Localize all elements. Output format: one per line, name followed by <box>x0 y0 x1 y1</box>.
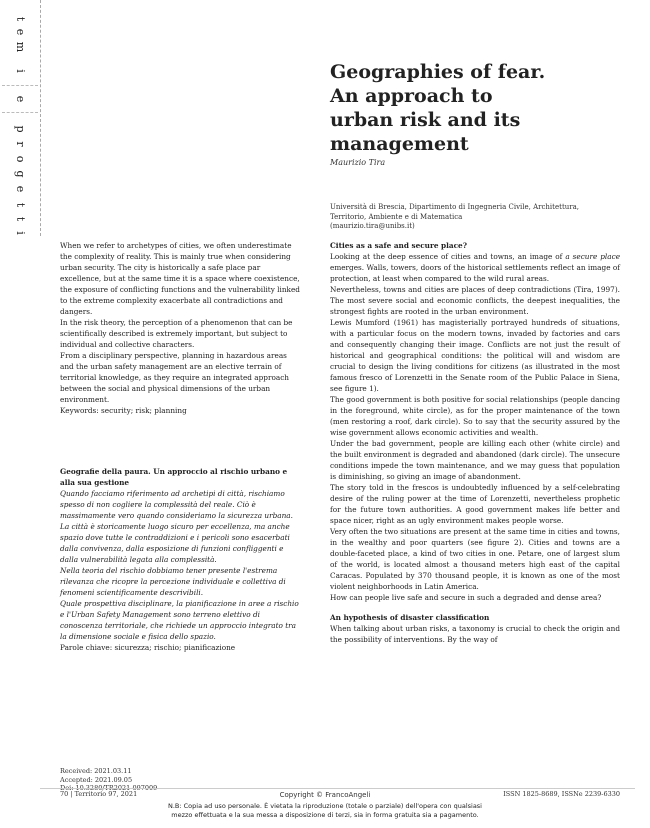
doi: Doi: 10.3280/TR2021-097009 <box>60 784 158 792</box>
abstract-keywords: Keywords: security; risk; planning <box>60 406 187 415</box>
sidebar-letter: e <box>14 28 27 36</box>
copyright: Copyright © FrancoAngeli <box>279 791 371 799</box>
sidebar-letter: r <box>14 141 27 147</box>
sidebar-letter: t <box>14 202 27 208</box>
abstract-italian-heading: Geografie della paura. Un approccio al rischio urbano e alla sua gestione <box>60 467 288 487</box>
body-paragraph: Nevertheless, towns and cities are places of deep contradictions (Tira, 1997). The most severe social and economic conflicts, the deepest inequalities, the strongest fights are rooted in the urban environment. <box>330 285 620 316</box>
section-heading: Cities as a safe and secure place? <box>330 241 467 250</box>
sidebar-divider <box>2 85 38 86</box>
section-heading: An hypothesis of disaster classification <box>330 613 490 622</box>
body-emphasis: a secure place <box>565 252 621 261</box>
author-affiliation: Università di Brescia, Dipartimento di Ingegneria Civile, Architettura, Territorio, Ambiente e di Matematica (maurizio.tira@unibs.it) <box>330 203 580 230</box>
abstract-italian <box>60 466 300 653</box>
sidebar-divider <box>2 112 38 113</box>
sidebar-letter: i <box>14 69 27 73</box>
usage-notice <box>0 802 650 820</box>
usage-notice-line: mezzo effettuata e la sua messa a disposizione di terzi, sia in forma gratuita sia a pagamento. <box>171 811 479 819</box>
usage-notice-line: N.B: Copia ad uso personale. È vietata la riproduzione (totale o parziale) dell'opera con qualsiasi <box>168 802 482 810</box>
issn: ISSN 1825-8689, ISSNe 2239-6330 <box>503 790 620 798</box>
received-date: Received: 2021.03.11 <box>60 767 132 775</box>
abstract-english <box>60 240 300 416</box>
abstract-paragraph: In the risk theory, the perception of a phenomenon that can be scientifically described is extremely important, but subject to individual and collective characters. <box>60 318 293 349</box>
sidebar-letter: e <box>14 185 27 193</box>
body-text: Looking at the deep essence of cities and towns, an image of <box>330 252 566 261</box>
body-paragraph: The good government is both positive for social relationships (people dancing in the foreground, white circle), as for the proper maintenance of the town (men restoring a roof, dark circle). So to say that the security assured by the wise government allows economic activities and wealth. <box>330 395 620 437</box>
accepted-date: Accepted: 2021.09.05 <box>60 775 133 784</box>
body-paragraph: How can people live safe and secure in such a degraded and dense area? <box>330 593 602 602</box>
body-paragraph: Lewis Mumford (1961) has magisterially portrayed hundreds of situations, with a particular focus on the modern towns, invaded by factories and cars and consequently changing their image. Conflicts are not just the result of historical and geographical conditions: the political will and wisdom are crucial to design the living conditions for citizens (as illustrated in the most famous fresco of Lorenzetti in the Senate room of the Public Palace in Siena, see figure 1). <box>330 318 620 393</box>
sidebar-letter: o <box>14 155 27 163</box>
abstract-keywords: Parole chiave: sicurezza; rischio; pianificazione <box>60 643 236 652</box>
abstract-paragraph: Quando facciamo riferimento ad archetipi di città, rischiamo spesso di non cogliere la complessità del reale. Ciò è massimamente vero quando consideriamo la sicurezza urbana. La città è storicamente luogo sicuro per eccellenza, ma anche spazio dove tutte le contraddizioni e i pericoli sono esacerbati dalla convivenza, dalla esposizione di funzioni confliggenti e dalla vulnerabilità legata alla complessità. <box>60 489 293 564</box>
article-body <box>330 240 620 645</box>
body-paragraph: Very often the two situations are present at the same time in cities and towns, in the wealthy and poor quarters (see figure 2). Cities and towns are a double-faceted place, a kind of two cities in one. Petare, one of largest slum of the world, is located almost a thousand meters high east of the capital Caracas. Populated by 370 thousand people, it is known as one of the most violent neighborhoods in Latin America. <box>330 527 620 591</box>
abstract-paragraph: From a disciplinary perspective, planning in hazardous areas and the urban safety management are an elective terrain of territorial knowledge, as they require an integrated approach between the social and physical dimensions of the urban environment. <box>60 351 289 404</box>
article-title: Geographies of fear. An approach to urban risk and its management <box>330 61 546 155</box>
article-author: Maurizio Tira <box>330 158 386 167</box>
sidebar-letter: m <box>14 41 27 53</box>
sidebar-letter: t <box>14 216 27 222</box>
abstract-paragraph: Quale prospettiva disciplinare, la pianificazione in aree a rischio e l'Urban Safety Management sono terreno elettivo di conoscenza territoriale, che richiede un approccio integrato tra la dimensione sociale e fisica dello spazio. <box>60 599 299 641</box>
body-text: emerges. Walls, towers, doors of the historical settlements reflect an image of protection, at least when compared to the wild rural areas. <box>330 263 620 283</box>
page-number: 70 | Territorio 97, 2021 <box>60 790 138 798</box>
sidebar-letter: t <box>14 16 27 22</box>
abstract-paragraph: When we refer to archetypes of cities, we often underestimate the complexity of reality. This is mainly true when considering urban security. The city is historically a safe place par excellence, but at the same time it is a space where coexistence, the exposure of conflicting functions and the vulnerability linked to the extreme complexity exacerbate all contradictions and dangers. <box>60 241 300 316</box>
body-paragraph: Under the bad government, people are killing each other (white circle) and the built environment is degraded and abandoned (dark circle). The unsecure conditions impede the town maintenance, and we may guess that population is diminishing, so giving an image of abandonment. <box>330 439 620 481</box>
abstract-paragraph: Nella teoria del rischio dobbiamo tener presente l'estrema rilevanza che ricopre la percezione individuale e collettiva di fenomeni scientificamente descrivibili. <box>60 566 286 597</box>
footer-divider <box>40 788 635 789</box>
sidebar-letter: p <box>14 125 27 133</box>
sidebar-letter: i <box>14 231 27 235</box>
body-paragraph: When talking about urban risks, a taxonomy is crucial to check the origin and the possibility of interventions. By the way of <box>330 624 620 644</box>
sidebar-letter: e <box>14 95 27 103</box>
body-paragraph: The story told in the frescos is undoubtedly influenced by a self-celebrating desire of the ruling power at the time of Lorenzetti, nevertheless prophetic for the future town authorities. A good government makes life better and space nicer, right as an ugly environment makes people worse. <box>330 483 620 525</box>
sidebar-letter: g <box>14 170 27 178</box>
section-sidebar <box>0 0 41 236</box>
body-paragraph <box>330 251 620 284</box>
